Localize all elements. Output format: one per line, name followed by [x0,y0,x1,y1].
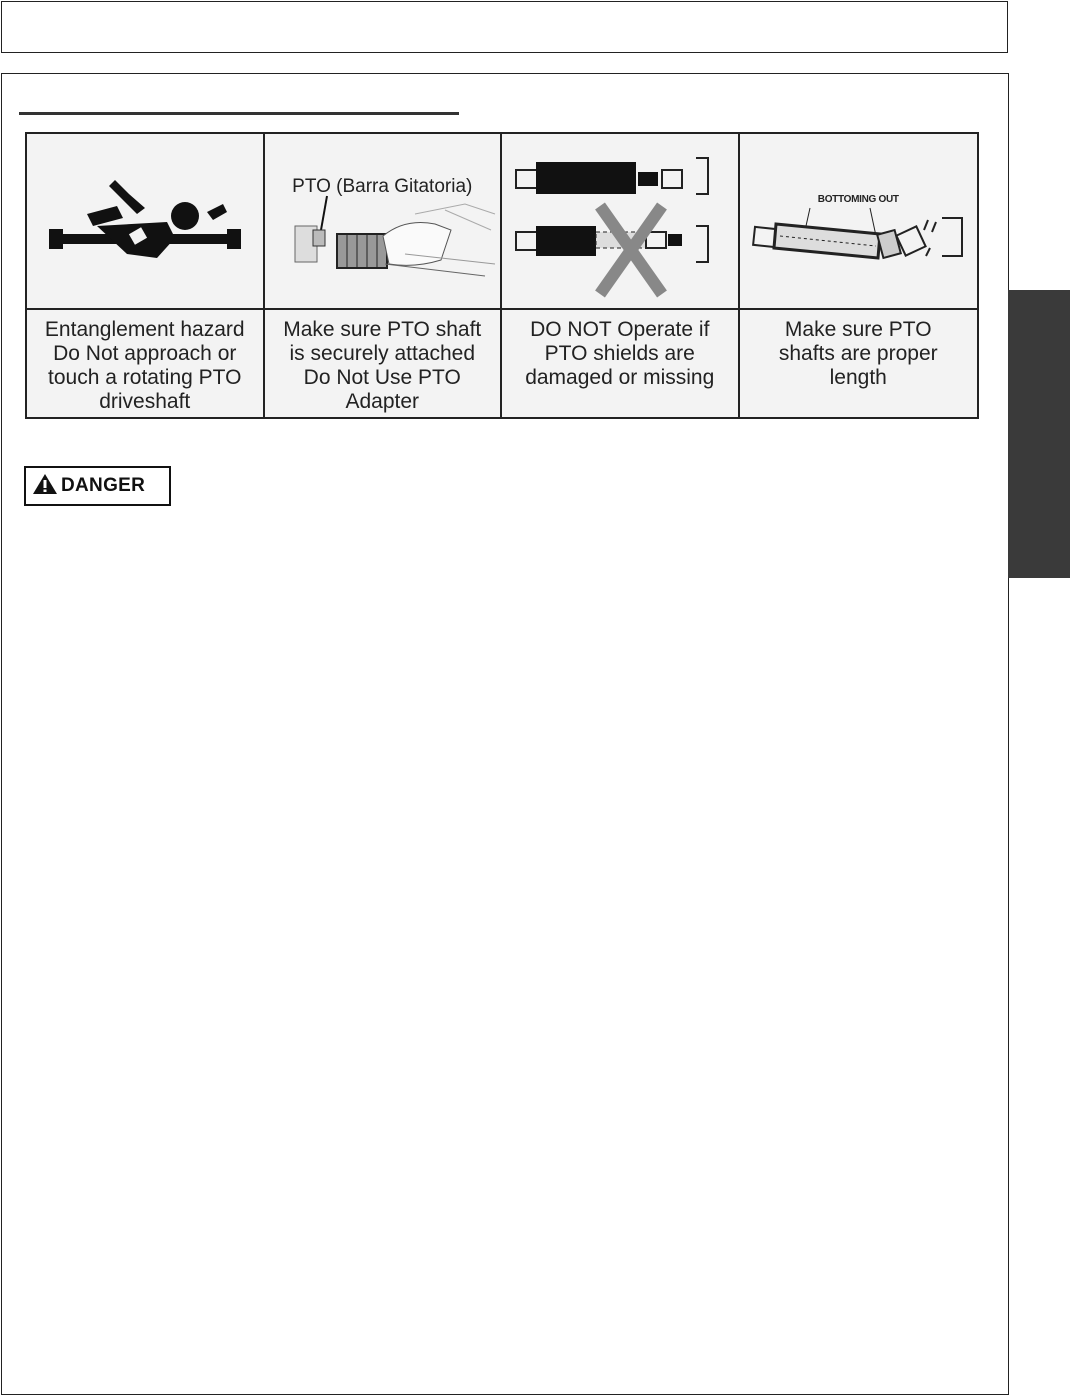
section-rule [19,112,459,115]
caption-text: Make sure PTO shaft is securely attached Do Not Use PTO Adapter [283,318,482,413]
damaged-shield-illustration [502,134,740,310]
bottoming-out-label: BOTTOMING OUT [817,194,899,205]
pto-safety-panel-table [25,132,979,419]
panel-caption-attached [265,310,503,417]
panel-caption-entanglement [27,310,265,417]
warning-triangle-icon [32,473,58,500]
pto-attachment-illustration [265,134,503,310]
bottoming-out-illustration [740,134,978,310]
danger-text: DANGER [61,475,146,496]
panel-caption-length [740,310,978,417]
danger-signal-label [24,466,171,506]
pto-label: PTO (Barra Gitatoria) [292,176,473,197]
panel-caption-shields [502,310,740,417]
caption-text: DO NOT Operate if PTO shields are damaged or missing [525,318,715,389]
caption-text: Make sure PTO shafts are proper length [778,318,938,389]
header-box [1,1,1008,53]
entanglement-illustration [27,134,265,310]
section-tab [1008,290,1070,578]
caption-text: Entanglement hazard Do Not approach or touch a rotating PTO driveshaft [44,318,245,413]
